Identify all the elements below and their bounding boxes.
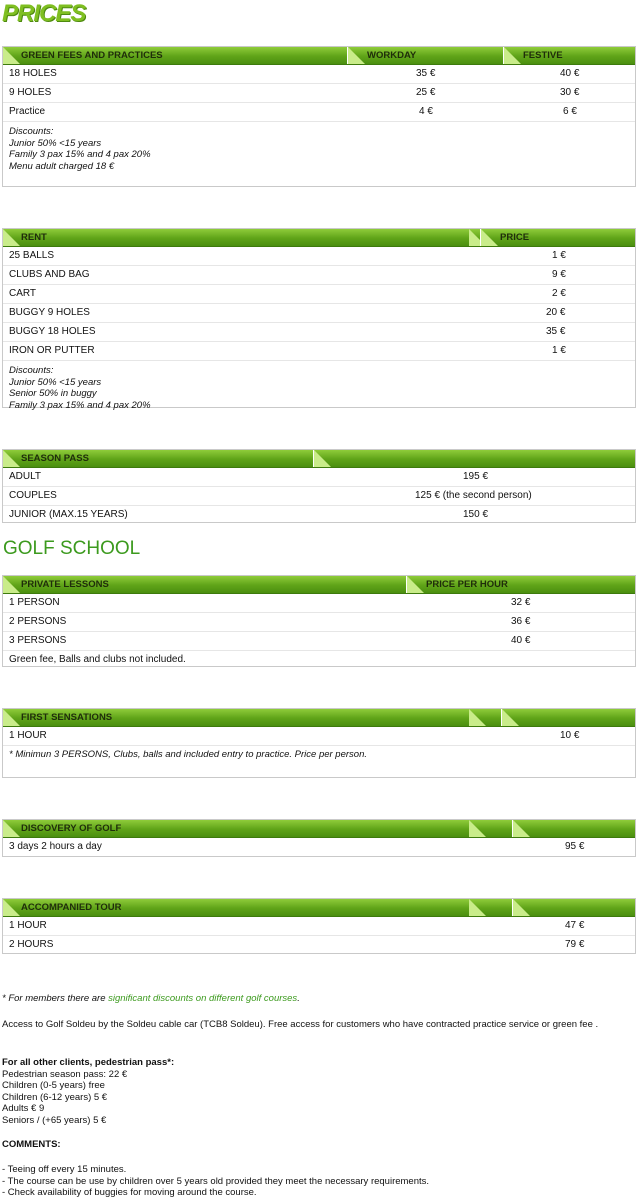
note-line: Discounts: (9, 126, 54, 137)
row-value: 40 € (511, 635, 531, 646)
header-cell: ACCOMPANIED TOUR (21, 902, 122, 913)
members-note-suffix: . (297, 993, 300, 1004)
comment-line: - The course can be use by children over 5 years old provided they meet the necessary requirements. (2, 1175, 430, 1187)
row-label: IRON OR PUTTER (9, 345, 95, 356)
row-value: 150 € (463, 509, 489, 520)
header-cell: WORKDAY (367, 50, 417, 61)
note-line: Family 3 pax 15% and 4 pax 20% (9, 149, 151, 160)
table-row (3, 506, 635, 524)
table-row (3, 838, 635, 856)
header-corner-icon (3, 47, 20, 64)
row-value: 1 € (552, 345, 566, 356)
row-value: 40 € (560, 68, 580, 79)
header-corner-icon (502, 709, 519, 726)
private-lessons-table (2, 575, 636, 667)
header-cell: SEASON PASS (21, 453, 89, 464)
header-corner-icon (3, 229, 20, 246)
header-corner-icon (407, 576, 424, 593)
header-cell: PRICE (500, 232, 530, 243)
header-cell: PRICE PER HOUR (426, 579, 508, 590)
table-header (3, 229, 635, 247)
row-label: Practice (9, 106, 46, 117)
header-corner-icon (3, 450, 20, 467)
pedestrian-line: Children (6-12 years) 5 € (2, 1091, 108, 1103)
row-value: 95 € (565, 841, 585, 852)
page-title: PRICES (2, 0, 86, 27)
comments-list (2, 1164, 632, 1199)
header-cell: PRIVATE LESSONS (21, 579, 109, 590)
row-value: 10 € (560, 730, 580, 741)
header-corner-icon (481, 229, 498, 246)
table-row (3, 266, 635, 285)
row-value: 4 € (419, 106, 433, 117)
row-value: 79 € (565, 939, 585, 950)
row-value: 32 € (511, 597, 531, 608)
table-header (3, 450, 635, 468)
members-note (2, 993, 632, 1005)
note-line: Family 3 pax 15% and 4 pax 20% (9, 399, 151, 411)
comment-line: - Teeing off every 15 minutes. (2, 1164, 127, 1175)
row-value: 9 € (552, 269, 566, 280)
note-line: Junior 50% <15 years (9, 137, 102, 149)
row-value: 20 € (546, 307, 566, 318)
pedestrian-line: Pedestrian season pass: 22 € (2, 1068, 128, 1080)
pedestrian-line: Seniors / (+65 years) 5 € (2, 1114, 107, 1126)
table-row (3, 632, 635, 651)
row-label: JUNIOR (MAX.15 YEARS) (9, 509, 128, 520)
members-note-prefix: * For members there are (2, 993, 109, 1004)
row-label: 1 HOUR (9, 730, 47, 741)
row-label: 2 PERSONS (9, 616, 67, 627)
row-label: BUGGY 18 HOLES (9, 326, 96, 337)
row-label: CART (9, 288, 37, 299)
note-line: Discounts: (9, 365, 54, 376)
table-row (3, 487, 635, 506)
row-value: 30 € (560, 87, 580, 98)
table-row (3, 613, 635, 632)
table-row (3, 594, 635, 613)
row-value: 35 € (416, 68, 436, 79)
header-corner-icon (3, 899, 20, 916)
note-line: Junior 50% <15 years (9, 376, 102, 388)
discounts-note (3, 361, 635, 417)
pedestrian-line: Children (0-5 years) free (2, 1080, 105, 1091)
header-cell: RENT (21, 232, 47, 243)
rent-table (2, 228, 636, 411)
golf-school-heading: GOLF SCHOOL (3, 538, 141, 559)
row-value: 1 € (552, 250, 566, 261)
row-value: 2 € (552, 288, 566, 299)
table-row (3, 84, 635, 103)
row-label: 3 days 2 hours a day (9, 841, 102, 852)
table-row (3, 468, 635, 487)
row-label: 3 PERSONS (9, 635, 67, 646)
row-value: 125 € (the second person) (415, 490, 532, 501)
table-row (3, 247, 635, 266)
table-row (3, 936, 635, 954)
header-corner-icon (513, 820, 530, 837)
table-row (3, 103, 635, 122)
table-header (3, 576, 635, 594)
first-sensations-note: * Minimun 3 PERSONS, Clubs, balls and included entry to practice. Price per person. (9, 749, 367, 760)
table-header (3, 709, 635, 727)
header-corner-icon (504, 47, 521, 64)
header-corner-icon (348, 47, 365, 64)
row-label: 25 BALLS (9, 250, 55, 261)
season-pass-table (2, 449, 636, 523)
green-fees-table (2, 46, 636, 187)
table-row (3, 304, 635, 323)
header-corner-icon (3, 820, 20, 837)
pedestrian-line: Adults € 9 (2, 1103, 45, 1114)
table-header (3, 899, 635, 917)
header-corner-icon (469, 709, 486, 726)
note-line: Senior 50% in buggy (9, 388, 97, 399)
row-label: 2 HOURS (9, 939, 54, 950)
table-header (3, 47, 635, 65)
table-row (3, 342, 635, 361)
header-corner-icon (314, 450, 331, 467)
row-value: 6 € (563, 106, 577, 117)
comment-line: - Check availability of buggies for moving around the course. (2, 1187, 257, 1198)
table-row (3, 65, 635, 84)
row-value: 25 € (416, 87, 436, 98)
table-row (3, 917, 635, 936)
row-value: 47 € (565, 920, 585, 931)
table-row (3, 727, 635, 746)
header-corner-icon (3, 709, 20, 726)
accompanied-table (2, 898, 636, 954)
table-row (3, 651, 635, 669)
row-label: 1 HOUR (9, 920, 47, 931)
header-cell: FIRST SENSATIONS (21, 712, 113, 723)
header-cell: GREEN FEES AND PRACTICES (21, 50, 163, 61)
row-label: 9 HOLES (9, 87, 52, 98)
header-corner-icon (513, 899, 530, 916)
table-row (3, 323, 635, 342)
row-label: ADULT (9, 471, 42, 482)
row-label: BUGGY 9 HOLES (9, 307, 90, 318)
table-row (3, 285, 635, 304)
members-discounts-link[interactable]: significant discounts on different golf courses (108, 993, 298, 1004)
discounts-note (3, 122, 635, 178)
row-value: 195 € (463, 471, 489, 482)
comments-title: COMMENTS: (2, 1139, 61, 1150)
header-cell: FESTIVE (523, 50, 563, 61)
row-label: 18 HOLES (9, 68, 57, 79)
row-value: 36 € (511, 616, 531, 627)
discovery-table (2, 819, 636, 857)
pedestrian-section (2, 1057, 632, 1126)
table-header (3, 820, 635, 838)
header-corner-icon (469, 820, 486, 837)
header-corner-icon (469, 899, 486, 916)
pedestrian-title: For all other clients, pedestrian pass*: (2, 1057, 175, 1068)
access-text: Access to Golf Soldeu by the Soldeu cable car (TCB8 Soldeu). Free access for customers who have contracted practice service or green fee . (2, 1019, 599, 1030)
row-label: 1 PERSON (9, 597, 60, 608)
note-line: Menu adult charged 18 € (9, 160, 115, 172)
header-corner-icon (3, 576, 20, 593)
first-sensations-table (2, 708, 636, 778)
header-cell: DISCOVERY OF GOLF (21, 823, 122, 834)
row-label: COUPLES (9, 490, 57, 501)
row-note: Green fee, Balls and clubs not included. (9, 654, 186, 665)
row-label: CLUBS AND BAG (9, 269, 90, 280)
row-value: 35 € (546, 326, 566, 337)
